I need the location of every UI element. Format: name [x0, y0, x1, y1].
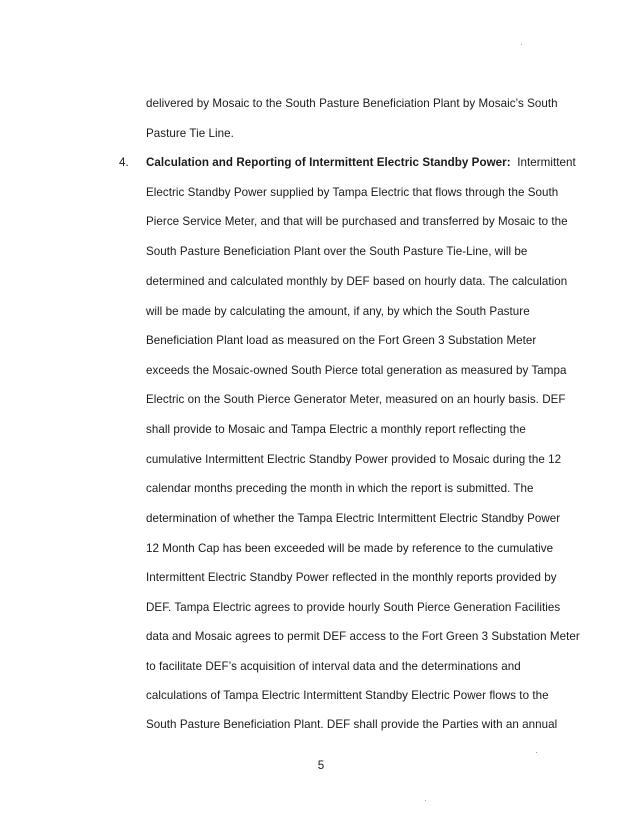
text-line: 12 Month Cap has been exceeded will be made by reference to the cumulative: [146, 542, 554, 555]
page-number: 5: [317, 759, 325, 772]
text-line: Pasture Tie Line.: [146, 127, 234, 140]
text-line: Electric on the South Pierce Generator Meter, measured on an hourly basis. DEF: [146, 393, 566, 406]
item-first-line: [146, 156, 576, 170]
text-line: data and Mosaic agrees to permit DEF access to the Fort Green 3 Substation Meter: [146, 630, 580, 643]
text-line: calculations of Tampa Electric Intermittent Standby Electric Power flows to the: [146, 689, 549, 702]
text-line: South Pasture Beneficiation Plant. DEF shall provide the Parties with an annual: [146, 718, 558, 731]
scan-speck: [521, 44, 522, 45]
text-line: Electric Standby Power supplied by Tampa Electric that flows through the South: [146, 186, 559, 199]
text-line: exceeds the Mosaic-owned South Pierce total generation as measured by Tampa: [146, 364, 567, 377]
scan-speck: [536, 752, 537, 753]
text-line: delivered by Mosaic to the South Pasture Beneficiation Plant by Mosaic’s South: [146, 97, 558, 110]
text-line: DEF. Tampa Electric agrees to provide hourly South Pierce Generation Facilities: [146, 601, 561, 614]
text-line: South Pasture Beneficiation Plant over the South Pasture Tie-Line, will be: [146, 245, 528, 258]
text-line: calendar months preceding the month in which the report is submitted. The: [146, 482, 534, 495]
item-heading: Calculation and Reporting of Intermittent Electric Standby Power:: [146, 156, 511, 169]
text-line: Beneficiation Plant load as measured on the Fort Green 3 Substation Meter: [146, 334, 537, 347]
text-line: determined and calculated monthly by DEF based on hourly data. The calculation: [146, 275, 568, 288]
text-line: to facilitate DEF’s acquisition of interval data and the determinations and: [146, 660, 521, 673]
text-line: will be made by calculating the amount, if any, by which the South Pasture: [146, 305, 530, 318]
text-line: shall provide to Mosaic and Tampa Electric a monthly report reflecting the: [146, 423, 526, 436]
text-line: Intermittent Electric Standby Power reflected in the monthly reports provided by: [146, 571, 557, 584]
item-first-line-rest: Intermittent: [517, 156, 576, 169]
scan-speck: [425, 800, 426, 801]
text-line: Pierce Service Meter, and that will be purchased and transferred by Mosaic to the: [146, 215, 568, 228]
text-line: determination of whether the Tampa Electric Intermittent Electric Standby Power: [146, 512, 561, 525]
text-line: cumulative Intermittent Electric Standby Power provided to Mosaic during the 12: [146, 453, 562, 466]
item-number: 4.: [119, 156, 129, 169]
